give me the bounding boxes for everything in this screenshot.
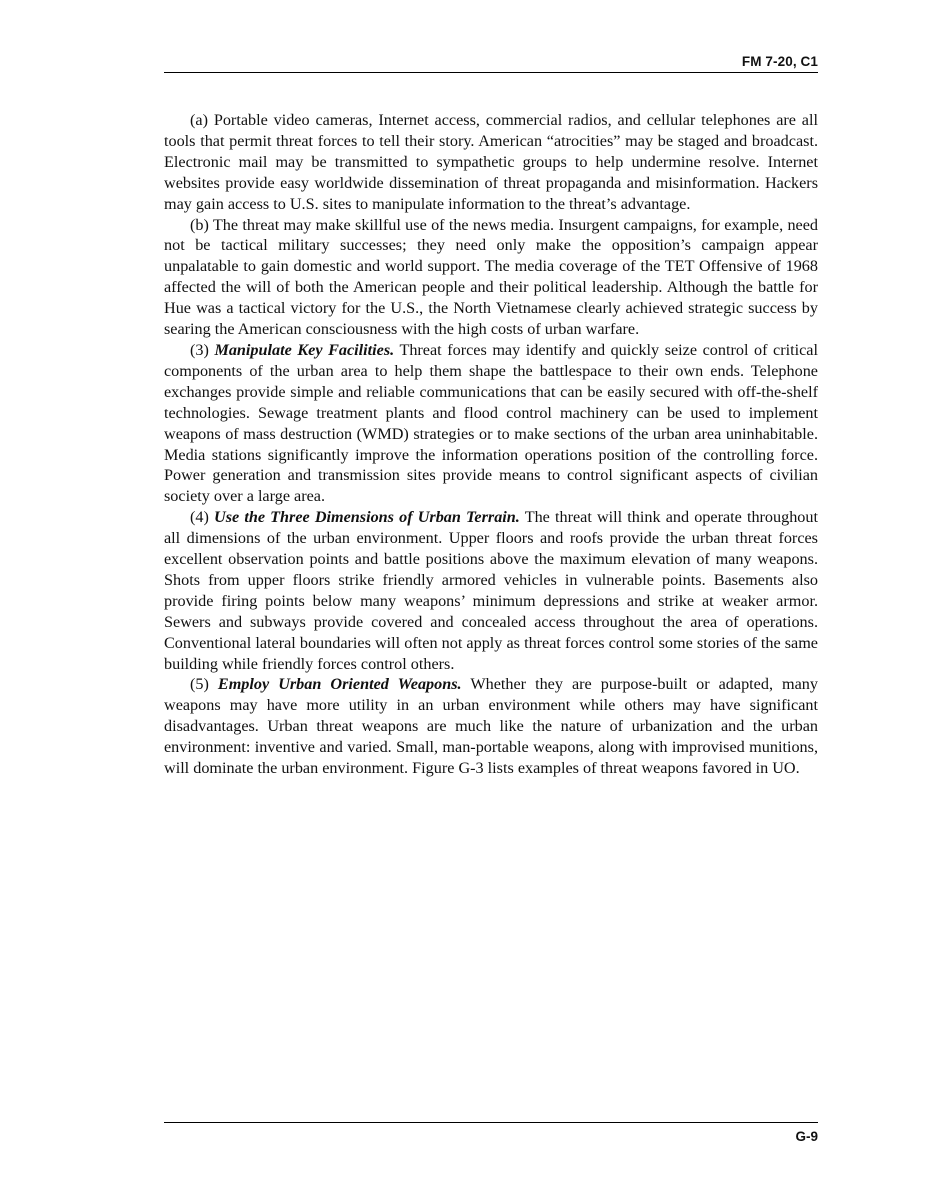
paragraph-text: Threat forces may identify and quickly seize control of critical components of the urban area to help them shape the battlespace to their own ends. Telephone exchanges provide simple and reliable communications that can be easily secured with off-the-shelf technologies. Sewage treatment plants and flood control machinery can be used to implement weapons of mass destruction (WMD) strategies or to make sections of the urban area uninhabitable. Media stations significantly improve the information operations position of the controlling force. Power generation and transmission sites provide means to control significant aspects of civilian society over a large area. bbox=[164, 340, 818, 506]
paragraph-b bbox=[164, 215, 818, 340]
paragraph-lead: Employ Urban Oriented Weapons. bbox=[217, 675, 462, 694]
paragraph-marker: (5) bbox=[190, 675, 209, 694]
document-id: FM 7-20, C1 bbox=[741, 54, 818, 69]
body-text bbox=[164, 110, 818, 779]
page-number: G-9 bbox=[795, 1129, 818, 1144]
paragraph-lead: Use the Three Dimensions of Urban Terrain. bbox=[214, 508, 520, 527]
paragraph-5 bbox=[164, 674, 818, 779]
paragraph-text: Portable video cameras, Internet access, commercial radios, and cellular telephones are all tools that permit threat forces to tell their story. American “atrocities” may be staged and broadcast. Electronic mail may be transmitted to sympathetic groups to help undermine resolve. Internet websites provide easy worldwide dissemination of threat propaganda and misinformation. Hackers may gain access to U.S. sites to manipulate information to the threat’s advantage. bbox=[164, 111, 818, 213]
paragraph-marker: (b) bbox=[190, 215, 209, 234]
paragraph-marker: (a) bbox=[190, 111, 208, 129]
paragraph-a bbox=[164, 110, 818, 215]
paragraph-4 bbox=[164, 507, 818, 674]
paragraph-lead: Manipulate Key Facilities. bbox=[214, 340, 395, 359]
paragraph-text: The threat may make skillful use of the news media. Insurgent campaigns, for example, need not be tactical military successes; they need only make the opposition’s campaign appear unpalatable to gain domestic and world support. The media coverage of the TET Offensive of 1968 affected the will of both the American people and their political leadership. Although the battle for Hue was a tactical victory for the U.S., the North Vietnamese clearly achieved strategic success by searing the American consciousness with the high costs of urban warfare. bbox=[164, 215, 818, 339]
page-footer bbox=[164, 1122, 818, 1144]
paragraph-marker: (4) bbox=[190, 508, 209, 527]
page-header bbox=[164, 52, 818, 73]
paragraph-3 bbox=[164, 340, 818, 507]
paragraph-text: The threat will think and operate throughout all dimensions of the urban environment. Upper floors and roofs provide the urban threat forces excellent observation points and battle positions above the maximum elevation of many weapons. Shots from upper floors strike friendly armored vehicles in vulnerable points. Basements also provide firing points below many weapons’ minimum depressions and strike at weaker armor. Sewers and subways provide covered and concealed access throughout the area of operations. Conventional lateral boundaries will often not apply as threat forces control some stories of the same building while friendly forces control others. bbox=[164, 508, 818, 673]
paragraph-text: Whether they are purpose-built or adapted, many weapons may have more utility in an urban environment while others may have significant disadvantages. Urban threat weapons are much like the nature of urbanization and the urban environment: inventive and varied. Small, man-portable weapons, along with improvised munitions, will dominate the urban environment. Figure G-3 lists examples of threat weapons favored in UO. bbox=[164, 675, 818, 778]
paragraph-marker: (3) bbox=[190, 340, 209, 359]
